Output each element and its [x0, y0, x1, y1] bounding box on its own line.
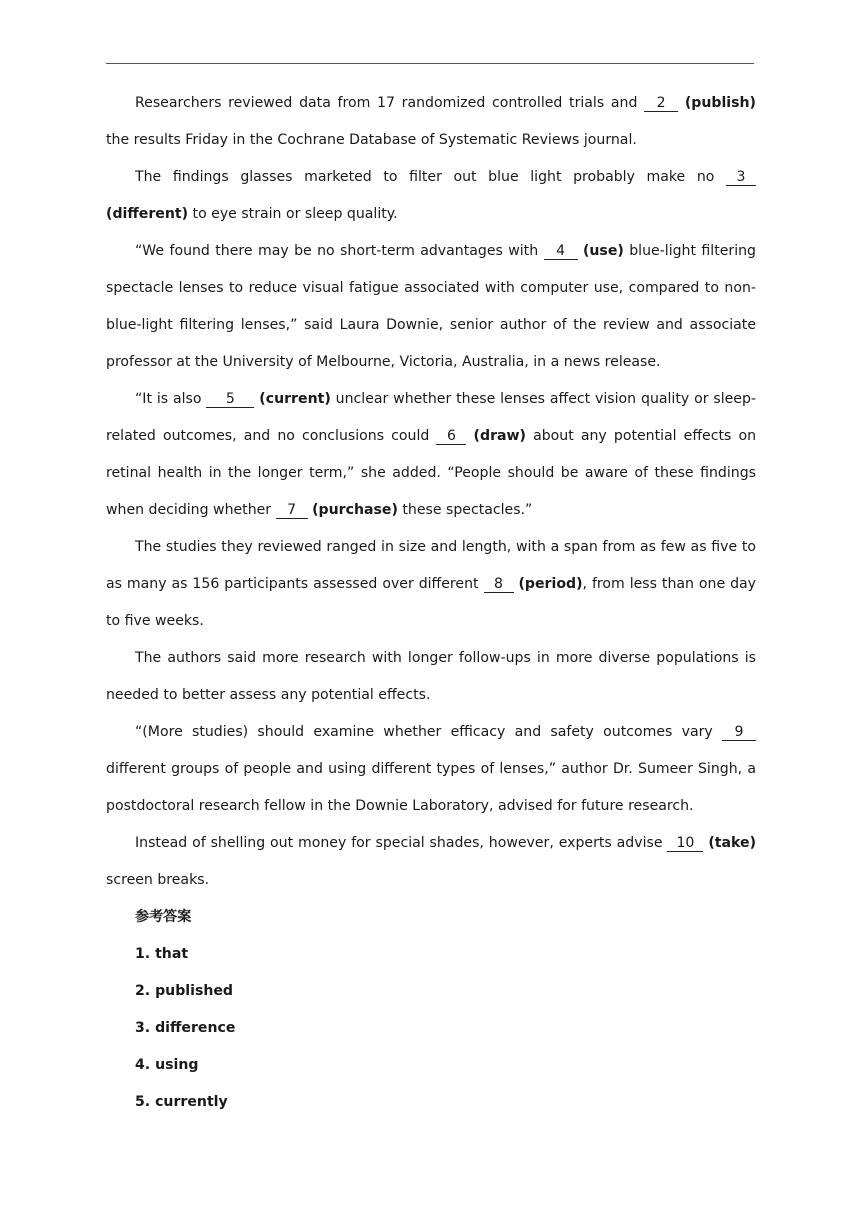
answers-heading: 参考答案: [135, 909, 192, 925]
paragraph-6: [106, 640, 756, 714]
word-hint: (current): [259, 391, 331, 407]
word-hint: (take): [708, 835, 757, 851]
answer-blank-3[interactable]: 3: [726, 169, 756, 186]
paragraph-text: The studies they reviewed ranged in size and length, with a span from as few as five to as many as 156 participants assessed over different: [106, 539, 756, 592]
word-hint: (period): [518, 576, 583, 592]
answer-blank-2[interactable]: 2: [644, 95, 678, 112]
paragraph-text: , from less than one day to five weeks.: [106, 576, 756, 629]
answer-item: 2. published: [135, 983, 234, 999]
paragraph-text: to eye strain or sleep quality.: [188, 206, 398, 222]
answer-blank-10[interactable]: 10: [667, 835, 703, 852]
word-hint: (use): [582, 243, 624, 259]
answer-blank-4[interactable]: 4: [544, 243, 578, 260]
paragraph-text: The authors said more research with longer follow-ups in more diverse populations is needed to better assess any potential effects.: [106, 650, 756, 703]
paragraph-text: Researchers reviewed data from 17 randomized controlled trials and: [135, 95, 645, 111]
document-body: [106, 85, 756, 1121]
word-hint: (publish): [684, 95, 756, 111]
paragraph-text: Instead of shelling out money for special shades, however, experts advise: [135, 835, 668, 851]
paragraph-2: [106, 159, 756, 233]
word-hint: (draw): [473, 428, 526, 444]
paragraph-text: “We found there may be no short-term advantages with: [135, 243, 544, 259]
word-hint: (different): [106, 206, 189, 222]
word-hint: (purchase): [312, 502, 398, 518]
paragraph-text: The findings glasses marketed to filter out blue light probably make no: [135, 169, 726, 185]
answer-blank-9[interactable]: 9: [722, 724, 756, 741]
paragraph-1: [106, 85, 756, 159]
answer-item: 1. that: [135, 946, 189, 962]
paragraph-text: about any potential effects on retinal health in the longer term,” she added. “People should be aware of these findings when deciding whether: [106, 428, 756, 518]
answer-item: 5. currently: [135, 1094, 228, 1110]
paragraph-text: unclear whether these lenses affect vision quality or sleep-related outcomes, and no conclusions could: [106, 391, 757, 444]
paragraph-5: [106, 529, 756, 640]
paragraph-3: [106, 233, 756, 381]
header-rule: [106, 63, 754, 64]
paragraph-text: “It is also: [135, 391, 207, 407]
answer-blank-7[interactable]: 7: [276, 502, 308, 519]
paragraph-8: [106, 825, 756, 899]
paragraph-text: the results Friday in the Cochrane Database of Systematic Reviews journal.: [106, 132, 637, 148]
paragraph-text: blue-light filtering spectacle lenses to reduce visual fatigue associated with computer use, compared to non-blue-light filtering lenses,” said Laura Downie, senior author of the review and associate professor at the University of Melbourne, Victoria, Australia, in a news release.: [106, 243, 756, 370]
answer-blank-8[interactable]: 8: [484, 576, 514, 593]
paragraph-text: different groups of people and using different types of lenses,” author Dr. Sumeer Singh, a postdoctoral research fellow in the Downie Laboratory, advised for future research.: [106, 761, 756, 814]
paragraph-text: “(More studies) should examine whether efficacy and safety outcomes vary: [135, 724, 722, 740]
answer-blank-5[interactable]: 5: [206, 391, 254, 408]
answer-item: 4. using: [135, 1057, 199, 1073]
answer-blank-6[interactable]: 6: [436, 428, 466, 445]
paragraph-text: screen breaks.: [106, 872, 210, 888]
paragraph-text: these spectacles.”: [397, 502, 533, 518]
paragraph-4: [106, 381, 756, 529]
answer-item: 3. difference: [135, 1020, 236, 1036]
paragraph-7: [106, 714, 756, 825]
